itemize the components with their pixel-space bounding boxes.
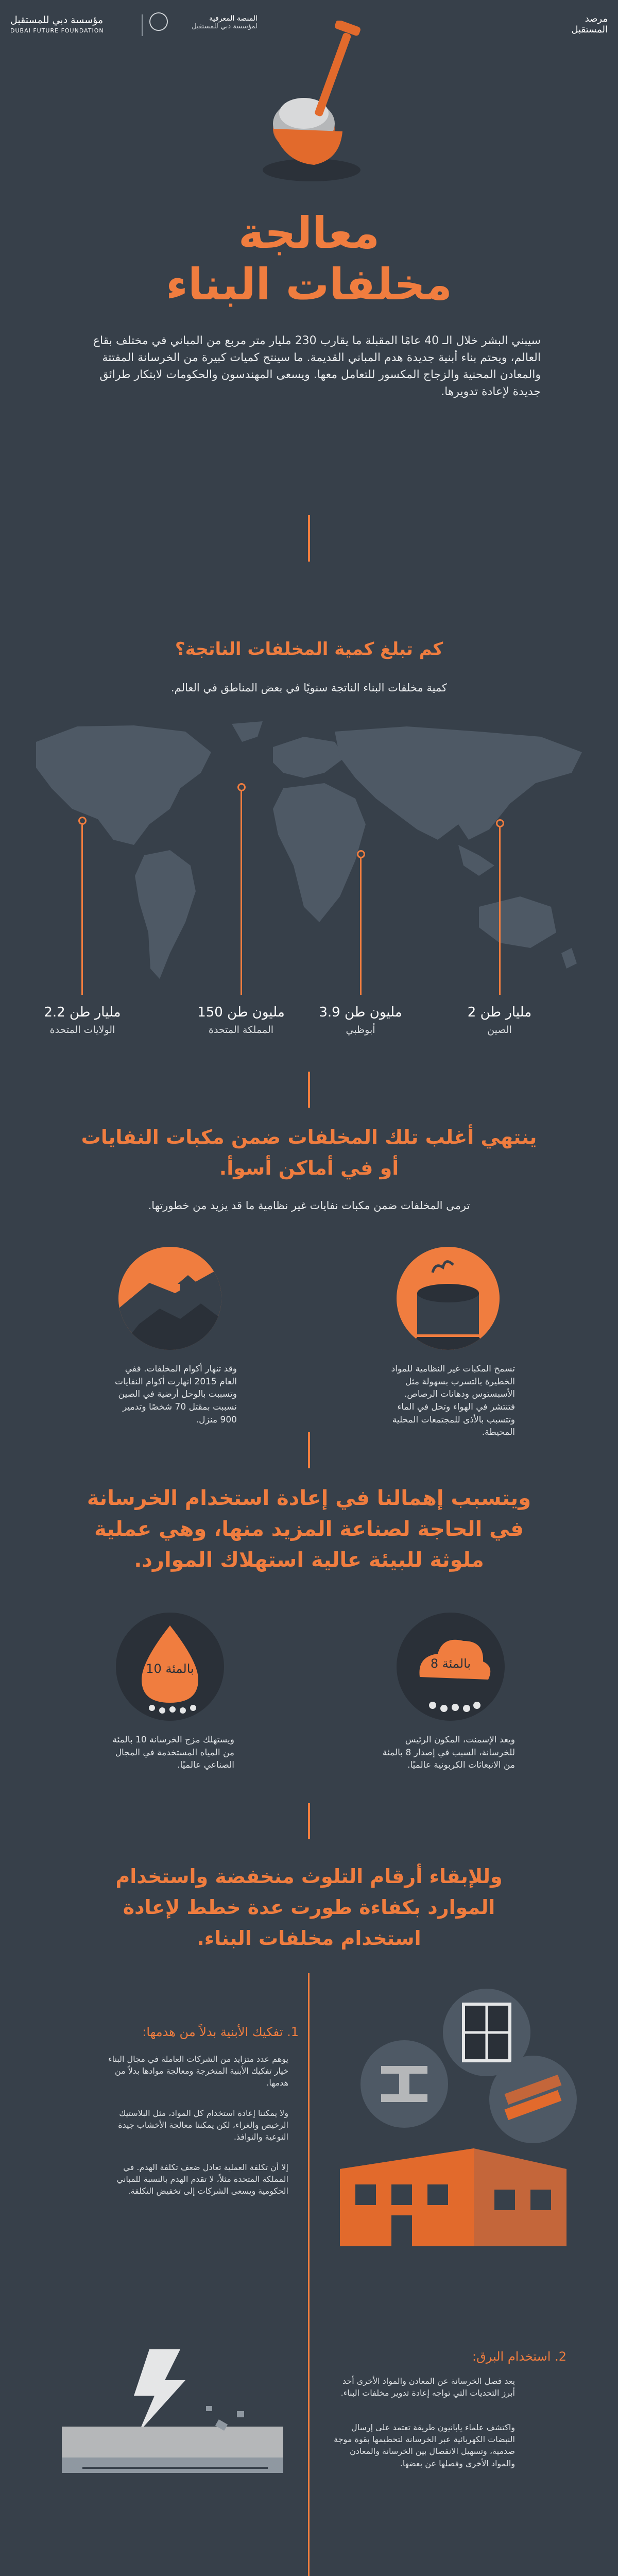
stat-uk-region: المملكة المتحدة (208, 1024, 274, 1036)
step1-title: 1. تفكيك الأبنية بدلاً من هدمها: (142, 2025, 299, 2039)
amount-subtitle: كمية مخلفات البناء الناتجة سنويًا في بعض المناطق في العالم. (170, 682, 448, 694)
stat-uk (190, 1005, 293, 1036)
co2-badge: 8 بالمئة (430, 1656, 471, 1671)
water-badge: 10 بالمئة (146, 1662, 194, 1676)
water-text: ويستهلك مزج الخرسانة 10 بالمئة من المياه المستخدمة في المجال الصناعي عالميًا. (112, 1735, 234, 1771)
dubai-future-foundation-logo[interactable] (10, 14, 134, 34)
hero-intro: سيبني البشر خلال الـ 40 عامًا المقبلة ما يقارب 230 مليار متر مربع من المباني في مختلف بقاع العالم، ويحتم بناء أبنية جديدة هدم المباني القديمة. ما سينتج كميات كبيرة من الخرسانة المفتتة والمعادن المحنية والزجاج المكسور للتعامل معها. ويسعى المهندسون والحكومات لابتكار طرائق جديدة لإعادة تدويرها. (93, 334, 541, 398)
hero-title-line2: مخلفات البناء (166, 259, 452, 310)
stat-uk-value: 150 مليون طن (197, 1005, 285, 1020)
pin-line-abu-dhabi (360, 858, 362, 995)
knowledge-platform-line2: لمؤسسة دبي للمستقبل (192, 23, 258, 30)
step1-bullet-3: إلا أن تكلفة العملية تعادل ضعف تكلفة الهدم. في المملكة المتحدة مثلاً، لا تقدم الهدم بالنسبة للمباني الحكومية ويسعى الشركات إلى تخفيض التكلفة. (116, 2162, 288, 2196)
solutions-title-line3: استخدام مخلفات البناء. (197, 1927, 421, 1950)
globe-icon (149, 12, 168, 31)
logo-divider (142, 14, 143, 36)
pin-line-uk (241, 791, 242, 995)
step1-bullet-1: يوهم عدد متزايد من الشركات العاملة في مجال البناء خيار تفكيك الأبنية المتخرجة ومعالجة موادها بدلاً من هدمها. (108, 2054, 288, 2088)
stat-usa-region: الولايات المتحدة (49, 1024, 115, 1036)
concrete-title-line1: ويتسبب إهمالنا في إعادة استخدام الخرسانة (87, 1486, 531, 1510)
pipe-leak-icon (397, 1247, 500, 1350)
stat-abu-dhabi-value: 3.9 مليون طن (319, 1005, 402, 1020)
step2-title: 2. استخدام البرق: (472, 2349, 566, 2364)
step1-bullet-2: ولا يمكننا إعادة استخدام كل المواد، مثل البلاستيك الرخيص والغراء، لكن يمكننا معالجة الأخشاب جيدة النوعية والنوافذ. (118, 2108, 288, 2142)
stat-usa (31, 1005, 134, 1036)
knowledge-platform-logo[interactable] (170, 14, 258, 30)
solutions-title-line1: وللإبقاء أرقام التلوث منخفضة واستخدام (115, 1865, 503, 1888)
co2-text: ويعد الإسمنت، المكون الرئيس للخرسانة، السبب في إصدار 8 بالمئة من الانبعاثات الكربونية عالميًا. (382, 1735, 515, 1771)
solutions-title-line2: الموارد بكفاءة طورت عدة خطط لإعادة (123, 1896, 495, 1919)
house-icon (319, 2138, 587, 2257)
mostaqbal-logo[interactable] (536, 13, 608, 35)
wood-plank-icon (489, 2056, 577, 2143)
steel-beam-icon (360, 2040, 448, 2128)
timeline-line (308, 1973, 310, 2576)
landfill-title-line2: أو في أماكن أسوأ. (219, 1157, 399, 1179)
concrete-divider (308, 1803, 310, 1839)
hero-title-line1: معالجة (238, 208, 380, 258)
stat-china-value: 2 مليار طن (467, 1005, 532, 1020)
logo-en-text: DUBAI FUTURE FOUNDATION (10, 27, 104, 34)
pin-line-usa (81, 825, 83, 995)
co2-cloud-icon (397, 1613, 505, 1721)
lightning-icon (62, 2349, 294, 2504)
stat-china-region: الصين (487, 1024, 512, 1036)
stat-abu-dhabi (309, 1005, 412, 1036)
logo-ar-text: مؤسسة دبي للمستقبل (10, 14, 104, 26)
step2-bullet-2: واكتشف علماء يابانيون طريقة تعتمد على إرسال النبضات الكهربائية عبر الخرسانة لتحطيمها بقوة موجة صدمية، وتسهيل الانفصال بين الخرسانة والمعادن والمواد الأخرى وفصلها عن بعضها. (334, 2422, 515, 2468)
landfill-divider (308, 1432, 310, 1468)
amount-title: كم تبلغ كمية المخلفات الناتجة؟ (175, 639, 443, 659)
hero-divider (308, 515, 310, 562)
shovel-icon (252, 21, 371, 185)
mostaqbal-logo-line1: مرصد (585, 13, 608, 24)
knowledge-platform-line1: المنصة المعرفية (209, 14, 258, 23)
world-map (15, 711, 603, 999)
pin-abu-dhabi (357, 850, 365, 858)
landslide-icon (118, 1247, 221, 1350)
leak-text: تسمح المكبات غير النظامية للمواد الخطيرة بالتسرب بسهولة مثل الأسبستوس ودهانات الرصاص. فتنتشر في الهواء وتحل في الماء وتتسبب بالأذى للمجتمعات المحلية المحيطة. (391, 1364, 515, 1438)
stat-china (448, 1005, 551, 1036)
pin-line-china (499, 827, 501, 995)
amount-divider (308, 1072, 310, 1108)
pin-uk (237, 783, 246, 791)
concrete-title-line2: في الحاجة لصناعة المزيد منها، وهي عملية (94, 1517, 524, 1541)
pin-usa (78, 817, 87, 825)
landslide-text: وقد تنهار أكوام المخلفات. ففي العام 2015 انهارت أكوام النفايات وتسببت بالوحل أرضية في الصين نسببت بمقتل 70 شخصًا وتدمير 900 منزل. (115, 1364, 237, 1425)
mostaqbal-logo-line2: المستقبل (571, 24, 608, 35)
stat-usa-value: 2.2 مليار طن (44, 1005, 121, 1020)
water-drop-icon (116, 1613, 224, 1721)
landfill-subtitle: ترمى المخلفات ضمن مكبات نفايات غير نظامية ما قد يزيد من خطورتها. (148, 1199, 470, 1212)
landfill-title-line1: ينتهي أغلب تلك المخلفات ضمن مكبات النفايات (81, 1126, 537, 1148)
concrete-title-line3: ملوثة للبيئة عالية استهلاك الموارد. (134, 1548, 484, 1572)
step2-bullet-1: يعد فصل الخرسانة عن المعادن والمواد الأخرى أحد أبرز التحديات التي تواجه إعادة تدوير مخلفات البناء. (340, 2376, 515, 2398)
pin-china (496, 819, 504, 827)
stat-abu-dhabi-region: أبوظبي (346, 1024, 375, 1036)
